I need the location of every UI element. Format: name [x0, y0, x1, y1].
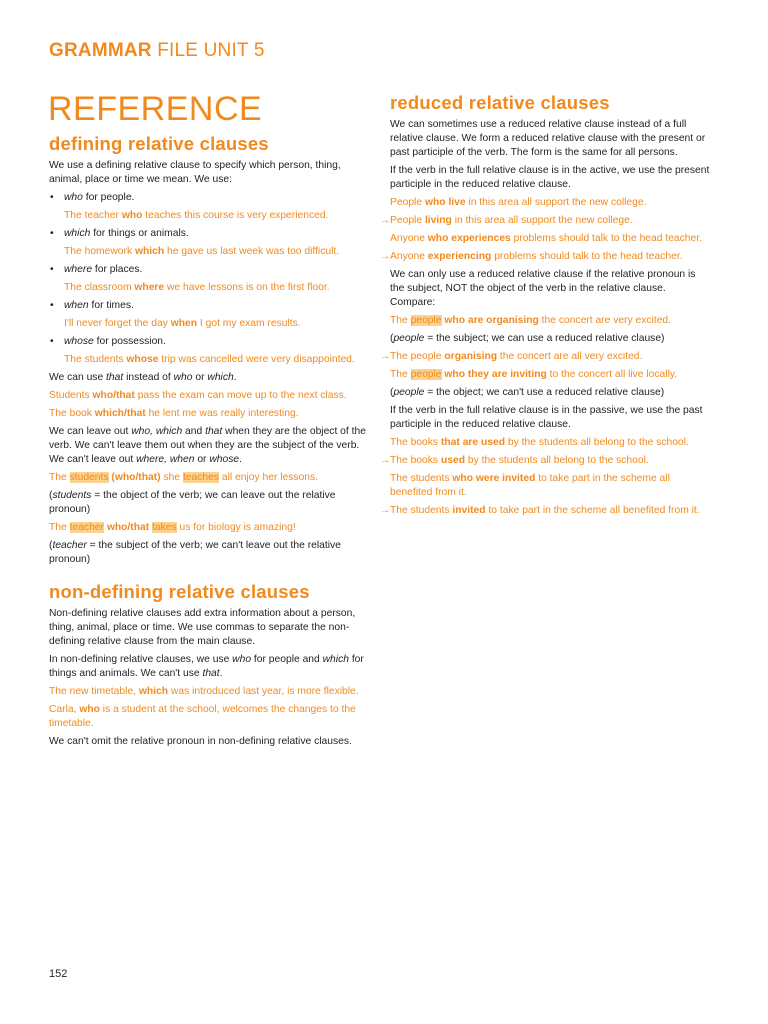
- example-when: I'll never forget the day when I got my exam results.: [64, 318, 301, 329]
- bullet-where: • where for places.: [50, 264, 143, 275]
- reduced-active-rule: If the verb in the full relative clause is in the active, we use the present participle in the reduced relative clause.: [390, 165, 710, 190]
- arrow-right-icon: →: [380, 455, 391, 466]
- bullet-when: • when for times.: [50, 300, 134, 311]
- arrow-right-icon: →: [380, 351, 391, 362]
- bullet-who: • who for people.: [50, 192, 135, 203]
- reference-title: REFERENCE: [48, 90, 263, 128]
- bullet-whose: • whose for possession.: [50, 336, 166, 347]
- arrow-right-icon: →: [380, 505, 391, 516]
- example-who-live: People who live in this area all support the new college.: [390, 197, 647, 208]
- example-inviting: The people who they are inviting to the concert all live locally.: [390, 369, 678, 380]
- defining-title: defining relative clauses: [49, 133, 269, 154]
- example-that-2: The book which/that he lent me was really interesting.: [49, 408, 299, 419]
- that-intro: We can use that instead of who or which.: [49, 372, 237, 383]
- unit-header: GRAMMAR FILE UNIT 5: [49, 40, 265, 61]
- example-carla: Carla, who is a student at the school, welcomes the changes to the timetable.: [49, 704, 356, 729]
- note-people-subject: (people = the subject; we can use a reduced relative clause): [390, 333, 665, 344]
- note-teacher: (teacher = the subject of the verb; we can't leave out the relative pronoun): [49, 540, 341, 565]
- example-timetable: The new timetable, which was introduced last year, is more flexible.: [49, 686, 359, 697]
- arrow-example-invited: → The students invited to take part in the scheme all benefited from it.: [380, 505, 700, 516]
- left-column: [49, 133, 367, 753]
- example-who-were-invited: The students who were invited to take part in the scheme all benefited from it.: [390, 473, 670, 498]
- nondefining-rule: In non-defining relative clauses, we use who for people and which for things and animals. We can't use that.: [49, 654, 364, 679]
- example-teacher: The teacher who/that takes us for biology is amazing!: [49, 522, 296, 533]
- example-that-are-used: The books that are used by the students all belong to the school.: [390, 437, 689, 448]
- example-where: The classroom where we have lessons is on the first floor.: [64, 282, 330, 293]
- nondefining-intro: Non-defining relative clauses add extra information about a person, thing, animal, place or time. We use commas to separate the non-defining relative clause from the main clause.: [49, 608, 356, 647]
- arrow-right-icon: →: [380, 215, 391, 226]
- omit-rule: We can't omit the relative pronoun in non-defining relative clauses.: [49, 736, 352, 747]
- arrow-example-used: → The books used by the students all belong to the school.: [380, 455, 649, 466]
- nondefining-title: non-defining relative clauses: [49, 581, 310, 602]
- right-column: [380, 92, 710, 522]
- arrow-example-living: → People living in this area all support the new college.: [380, 215, 633, 226]
- reduced-title: reduced relative clauses: [390, 92, 610, 113]
- defining-intro: We use a defining relative clause to specify which person, thing, animal, place or time we mean. We use:: [49, 160, 341, 185]
- example-who: The teacher who teaches this course is very experienced.: [64, 210, 329, 221]
- leave-out-rule: We can leave out who, which and that when they are the object of the verb. We can't leave them out when they are the subject of the verb. We can't leave out where, when or whose.: [49, 426, 366, 465]
- note-people-object: (people = the object; we can't use a reduced relative clause): [390, 387, 665, 398]
- arrow-right-icon: →: [380, 251, 391, 262]
- example-whose: The students whose trip was cancelled were very disappointed.: [64, 354, 355, 365]
- example-organising: The people who are organising the concert are very excited.: [390, 315, 672, 326]
- arrow-example-organising: → The people organising the concert are all very excited.: [380, 351, 643, 362]
- example-which: The homework which he gave us last week was too difficult.: [64, 246, 340, 257]
- reduced-subject-rule: We can only use a reduced relative clause if the relative pronoun is the subject, NOT the object of the verb in the relative clause. Compare:: [390, 269, 696, 308]
- example-students: The students (who/that) she teaches all enjoy her lessons.: [49, 472, 319, 483]
- example-that-1: Students who/that pass the exam can move up to the next class.: [49, 390, 347, 401]
- bullet-which: • which for things or animals.: [50, 228, 189, 239]
- arrow-example-experiencing: → Anyone experiencing problems should talk to the head teacher.: [380, 251, 683, 262]
- note-students: (students = the object of the verb; we can leave out the relative pronoun): [49, 490, 336, 515]
- reduced-passive-rule: If the verb in the full relative clause is in the passive, we use the past participle in the reduced relative clause.: [390, 405, 703, 430]
- example-who-experiences: Anyone who experiences problems should talk to the head teacher.: [390, 233, 702, 244]
- page-number: 152: [49, 968, 68, 980]
- reduced-intro: We can sometimes use a reduced relative clause instead of a full relative clause. We form a reduced relative clause with the present or past participle of the verb. The form is the same for all persons.: [390, 119, 706, 158]
